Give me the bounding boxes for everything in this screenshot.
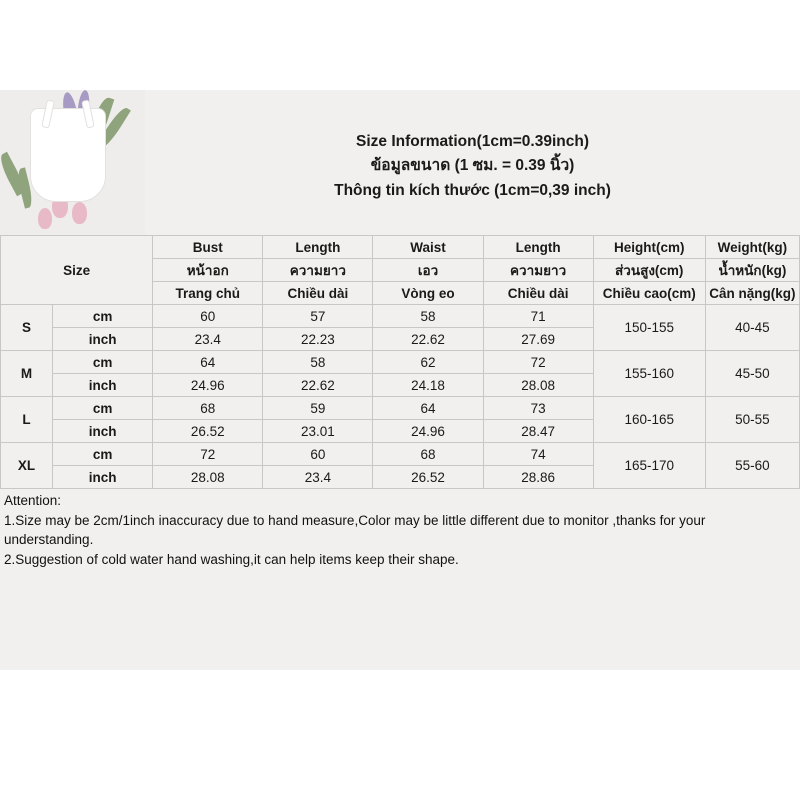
unit-cell-cm: cm bbox=[53, 443, 153, 466]
cell-height: 155-160 bbox=[593, 351, 705, 397]
title-line-en: Size Information(1cm=0.39inch) bbox=[356, 133, 589, 151]
table-row bbox=[1, 443, 800, 466]
unit-cell-inch: inch bbox=[53, 466, 153, 489]
cell-weight: 45-50 bbox=[705, 351, 799, 397]
cell-length2-cm: 74 bbox=[483, 443, 593, 466]
cell-bust-inch: 24.96 bbox=[153, 374, 263, 397]
cell-height: 150-155 bbox=[593, 305, 705, 351]
title-line-vi: Thông tin kích thước (1cm=0,39 inch) bbox=[334, 181, 611, 199]
unit-cell-inch: inch bbox=[53, 420, 153, 443]
size-cell-xl: XL bbox=[1, 443, 53, 489]
cell-waist-inch: 22.62 bbox=[373, 328, 483, 351]
header-weight-en: Weight(kg) bbox=[705, 236, 799, 259]
size-chart-sheet bbox=[0, 90, 800, 670]
header-band bbox=[0, 90, 800, 235]
attention-heading: Attention: bbox=[4, 493, 62, 508]
cell-bust-inch: 28.08 bbox=[153, 466, 263, 489]
header-length1-vi: Chiều dài bbox=[263, 282, 373, 305]
cell-length1-inch: 22.62 bbox=[263, 374, 373, 397]
cell-bust-cm: 72 bbox=[153, 443, 263, 466]
table-row bbox=[1, 305, 800, 328]
unit-cell-cm: cm bbox=[53, 351, 153, 374]
product-photo bbox=[0, 90, 145, 235]
cell-bust-inch: 26.52 bbox=[153, 420, 263, 443]
cell-weight: 50-55 bbox=[705, 397, 799, 443]
cell-weight: 40-45 bbox=[705, 305, 799, 351]
cell-length1-inch: 23.4 bbox=[263, 466, 373, 489]
size-cell-m: M bbox=[1, 351, 53, 397]
table-row bbox=[1, 397, 800, 420]
attention-line-3: 2.Suggestion of cold water hand washing,it can help items keep their shape. bbox=[4, 551, 459, 567]
header-waist-th: เอว bbox=[373, 259, 483, 282]
attention-line-1: 1.Size may be 2cm/1inch inaccuracy due to hand measure,Color may be little different due to monitor ,thanks for your bbox=[4, 512, 706, 528]
table-header-row-en bbox=[1, 236, 800, 259]
size-header-cell: Size bbox=[1, 236, 153, 305]
header-height-vi: Chiều cao(cm) bbox=[593, 282, 705, 305]
header-weight-th: น้ำหนัก(kg) bbox=[705, 259, 799, 282]
tulip-decoration bbox=[38, 208, 52, 229]
attention-line-2: understanding. bbox=[4, 532, 94, 548]
attention-block bbox=[0, 489, 800, 575]
unit-cell-cm: cm bbox=[53, 305, 153, 328]
header-bust-vi: Trang chủ bbox=[153, 282, 263, 305]
size-cell-s: S bbox=[1, 305, 53, 351]
cell-weight: 55-60 bbox=[705, 443, 799, 489]
cell-length2-inch: 28.47 bbox=[483, 420, 593, 443]
title-line-th: ข้อมูลขนาด (1 ซม. = 0.39 นิ้ว) bbox=[370, 157, 575, 175]
header-length2-th: ความยาว bbox=[483, 259, 593, 282]
cell-length1-inch: 23.01 bbox=[263, 420, 373, 443]
cell-length2-inch: 28.08 bbox=[483, 374, 593, 397]
header-length1-en: Length bbox=[263, 236, 373, 259]
tulip-decoration bbox=[72, 202, 87, 224]
cell-bust-cm: 64 bbox=[153, 351, 263, 374]
header-waist-en: Waist bbox=[373, 236, 483, 259]
cell-bust-inch: 23.4 bbox=[153, 328, 263, 351]
unit-cell-cm: cm bbox=[53, 397, 153, 420]
cell-length1-cm: 59 bbox=[263, 397, 373, 420]
cell-waist-inch: 24.18 bbox=[373, 374, 483, 397]
cell-waist-cm: 58 bbox=[373, 305, 483, 328]
cell-length1-cm: 58 bbox=[263, 351, 373, 374]
size-cell-l: L bbox=[1, 397, 53, 443]
cell-waist-cm: 68 bbox=[373, 443, 483, 466]
cell-waist-cm: 64 bbox=[373, 397, 483, 420]
header-length2-en: Length bbox=[483, 236, 593, 259]
table-row bbox=[1, 351, 800, 374]
unit-cell-inch: inch bbox=[53, 374, 153, 397]
header-height-th: ส่วนสูง(cm) bbox=[593, 259, 705, 282]
cell-length2-cm: 73 bbox=[483, 397, 593, 420]
header-height-en: Height(cm) bbox=[593, 236, 705, 259]
size-table bbox=[0, 235, 800, 489]
header-length1-th: ความยาว bbox=[263, 259, 373, 282]
header-bust-th: หน้าอก bbox=[153, 259, 263, 282]
cell-length1-cm: 60 bbox=[263, 443, 373, 466]
cell-waist-cm: 62 bbox=[373, 351, 483, 374]
cell-bust-cm: 60 bbox=[153, 305, 263, 328]
cell-waist-inch: 26.52 bbox=[373, 466, 483, 489]
cell-length1-cm: 57 bbox=[263, 305, 373, 328]
cell-length2-cm: 72 bbox=[483, 351, 593, 374]
cell-waist-inch: 24.96 bbox=[373, 420, 483, 443]
header-length2-vi: Chiều dài bbox=[483, 282, 593, 305]
cell-length2-inch: 27.69 bbox=[483, 328, 593, 351]
header-weight-vi: Cân nặng(kg) bbox=[705, 282, 799, 305]
cell-length2-inch: 28.86 bbox=[483, 466, 593, 489]
header-bust-en: Bust bbox=[153, 236, 263, 259]
header-waist-vi: Vòng eo bbox=[373, 282, 483, 305]
cell-bust-cm: 68 bbox=[153, 397, 263, 420]
title-block bbox=[145, 90, 800, 235]
unit-cell-inch: inch bbox=[53, 328, 153, 351]
cell-height: 160-165 bbox=[593, 397, 705, 443]
cell-height: 165-170 bbox=[593, 443, 705, 489]
cell-length1-inch: 22.23 bbox=[263, 328, 373, 351]
cell-length2-cm: 71 bbox=[483, 305, 593, 328]
